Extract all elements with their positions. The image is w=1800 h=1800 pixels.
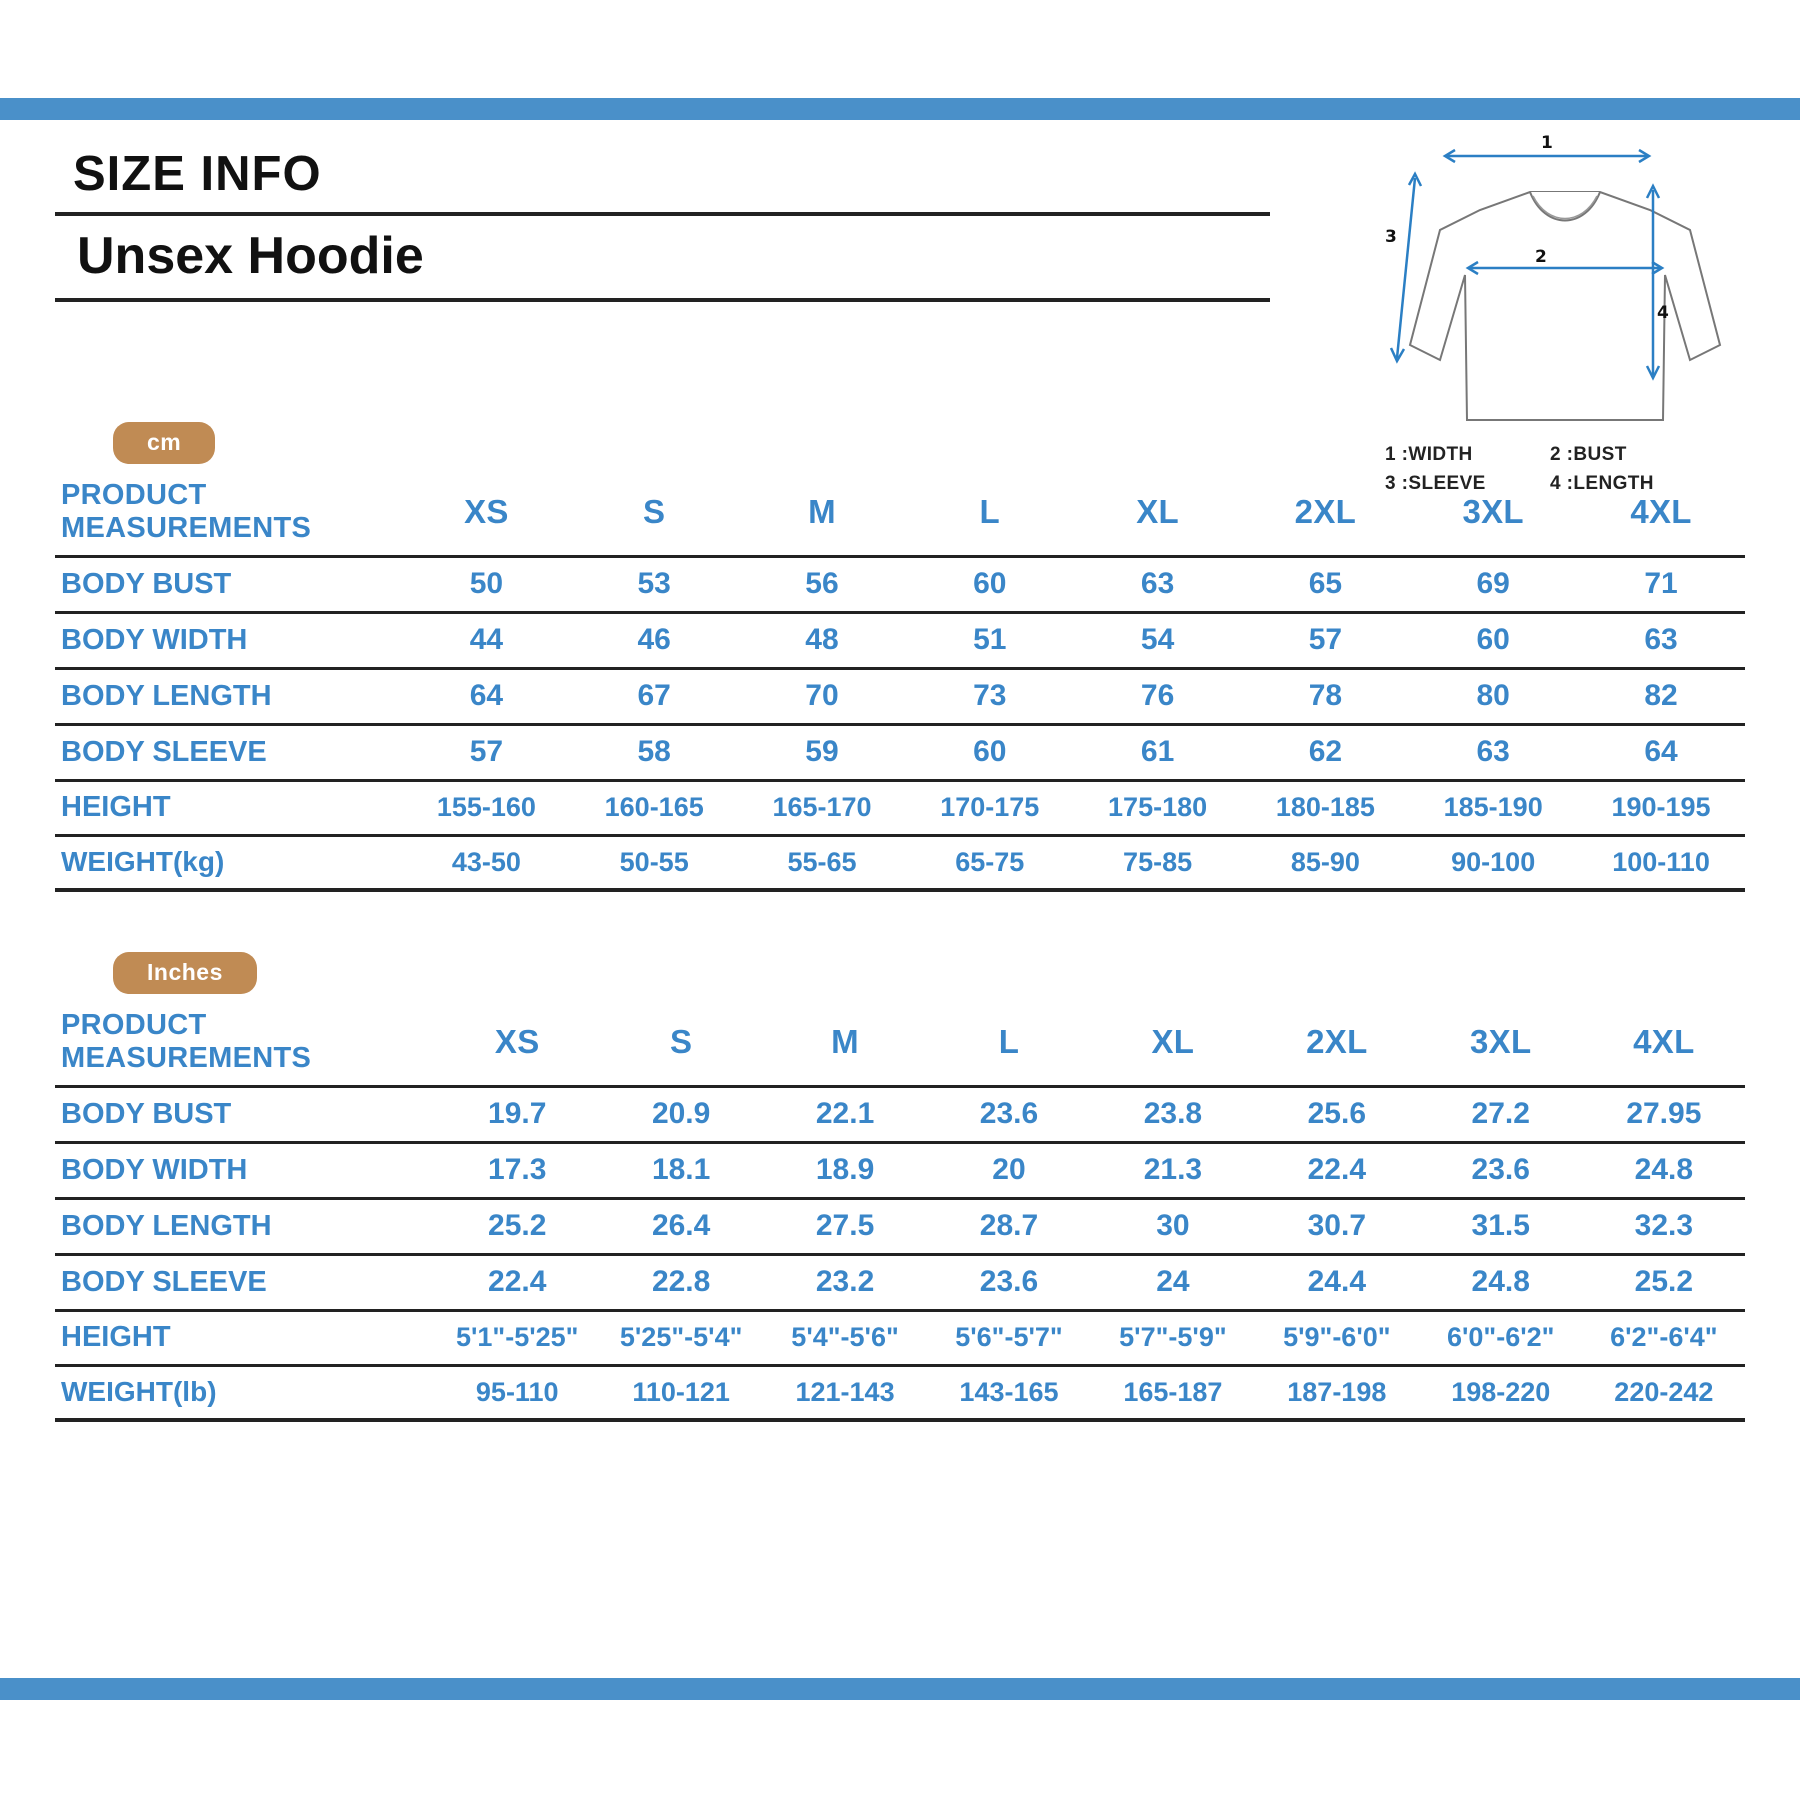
cell: 170-175 [906, 781, 1074, 836]
cell: 18.1 [599, 1143, 763, 1199]
cell: 26.4 [599, 1199, 763, 1255]
cell: 61 [1074, 725, 1242, 781]
diagram-mark-4: 4 [1657, 303, 1669, 323]
legend-bust: 2 :BUST [1550, 444, 1627, 465]
cell: 155-160 [403, 781, 571, 836]
cell: 143-165 [927, 1366, 1091, 1421]
header-block [55, 140, 1275, 302]
cell: 46 [570, 613, 738, 669]
cell: 20 [927, 1143, 1091, 1199]
table-row [55, 613, 1745, 669]
diagram-legend [1385, 440, 1735, 499]
col-header-4xl: 4XL [1577, 470, 1745, 557]
cell: 54 [1074, 613, 1242, 669]
cell: 5'25"-5'4" [599, 1311, 763, 1366]
cell: 100-110 [1577, 836, 1745, 891]
legend-sleeve: 3 :SLEEVE [1385, 473, 1486, 495]
title-divider [55, 212, 1270, 216]
size-table-cm [55, 470, 1745, 892]
cell: 5'7"-5'9" [1091, 1311, 1255, 1366]
cell: 50 [403, 557, 571, 613]
size-table-inches [55, 1000, 1745, 1422]
cell: 43-50 [403, 836, 571, 891]
cell: 44 [403, 613, 571, 669]
legend-length: 4 :LENGTH [1550, 473, 1654, 495]
diagram-mark-3: 3 [1385, 227, 1397, 247]
table-row [55, 1199, 1745, 1255]
cell: 23.6 [1419, 1143, 1583, 1199]
cell: 220-242 [1583, 1366, 1745, 1421]
col-header-measurements: PRODUCT MEASUREMENTS [55, 1000, 435, 1087]
cell: 175-180 [1074, 781, 1242, 836]
cell: 27.95 [1583, 1087, 1745, 1143]
cell: 5'1"-5'25" [435, 1311, 599, 1366]
table-row [55, 725, 1745, 781]
row-label-body-bust: BODY BUST [55, 557, 403, 613]
cell: 30 [1091, 1199, 1255, 1255]
subtitle-divider [55, 298, 1270, 302]
table-row [55, 1255, 1745, 1311]
unit-badge-inches-wrap [113, 952, 1745, 994]
cell: 64 [403, 669, 571, 725]
cell: 185-190 [1409, 781, 1577, 836]
cell: 24 [1091, 1255, 1255, 1311]
cell: 32.3 [1583, 1199, 1745, 1255]
cell: 6'0"-6'2" [1419, 1311, 1583, 1366]
cell: 6'2"-6'4" [1583, 1311, 1745, 1366]
bottom-accent-bar [0, 1678, 1800, 1700]
cell: 57 [1241, 613, 1409, 669]
col-header-2xl: 2XL [1241, 470, 1409, 557]
cell: 82 [1577, 669, 1745, 725]
page-title: SIZE INFO [73, 147, 322, 201]
cell: 22.4 [435, 1255, 599, 1311]
cell: 180-185 [1241, 781, 1409, 836]
diagram-mark-2: 2 [1535, 247, 1547, 267]
row-label-body-width: BODY WIDTH [55, 1143, 435, 1199]
cell: 85-90 [1241, 836, 1409, 891]
cell: 51 [906, 613, 1074, 669]
cell: 27.5 [763, 1199, 927, 1255]
col-header-xl: XL [1074, 470, 1242, 557]
cell: 5'9"-6'0" [1255, 1311, 1419, 1366]
cell: 56 [738, 557, 906, 613]
cell: 67 [570, 669, 738, 725]
cell: 198-220 [1419, 1366, 1583, 1421]
cell: 64 [1577, 725, 1745, 781]
row-label-body-sleeve: BODY SLEEVE [55, 725, 403, 781]
table-row [55, 1311, 1745, 1366]
cell: 53 [570, 557, 738, 613]
cell: 70 [738, 669, 906, 725]
cell: 19.7 [435, 1087, 599, 1143]
col-header-measurements: PRODUCT MEASUREMENTS [55, 470, 403, 557]
col-header-3xl: 3XL [1409, 470, 1577, 557]
cell: 78 [1241, 669, 1409, 725]
cell: 22.1 [763, 1087, 927, 1143]
col-header-4xl: 4XL [1583, 1000, 1745, 1087]
cell: 55-65 [738, 836, 906, 891]
cell: 25.2 [1583, 1255, 1745, 1311]
cell: 63 [1409, 725, 1577, 781]
cell: 23.6 [927, 1255, 1091, 1311]
cell: 5'6"-5'7" [927, 1311, 1091, 1366]
cell: 24.8 [1583, 1143, 1745, 1199]
row-label-body-width: BODY WIDTH [55, 613, 403, 669]
cell: 23.8 [1091, 1087, 1255, 1143]
col-header-m: M [738, 470, 906, 557]
cell: 48 [738, 613, 906, 669]
col-header-s: S [570, 470, 738, 557]
content-area [55, 133, 1745, 1650]
cell: 63 [1577, 613, 1745, 669]
col-header-2xl: 2XL [1255, 1000, 1419, 1087]
row-label-body-bust: BODY BUST [55, 1087, 435, 1143]
cell: 63 [1074, 557, 1242, 613]
row-label-body-sleeve: BODY SLEEVE [55, 1255, 435, 1311]
cell: 25.6 [1255, 1087, 1419, 1143]
cell: 60 [1409, 613, 1577, 669]
col-header-l: L [927, 1000, 1091, 1087]
unit-badge-cm: cm [113, 422, 215, 464]
legend-width: 1 :WIDTH [1385, 444, 1473, 465]
col-header-xl: XL [1091, 1000, 1255, 1087]
cell: 20.9 [599, 1087, 763, 1143]
cell: 18.9 [763, 1143, 927, 1199]
cell: 62 [1241, 725, 1409, 781]
cell: 121-143 [763, 1366, 927, 1421]
row-label-weight-kg: WEIGHT(kg) [55, 836, 403, 891]
cell: 22.4 [1255, 1143, 1419, 1199]
table-row [55, 781, 1745, 836]
cell: 73 [906, 669, 1074, 725]
cell: 190-195 [1577, 781, 1745, 836]
cell: 24.8 [1419, 1255, 1583, 1311]
garment-diagram [1385, 130, 1745, 460]
cell: 5'4"-5'6" [763, 1311, 927, 1366]
cell: 23.6 [927, 1087, 1091, 1143]
cell: 60 [906, 557, 1074, 613]
cell: 95-110 [435, 1366, 599, 1421]
table-row [55, 1143, 1745, 1199]
cell: 59 [738, 725, 906, 781]
legend-row [1385, 469, 1735, 498]
cell: 60 [906, 725, 1074, 781]
cell: 28.7 [927, 1199, 1091, 1255]
col-header-s: S [599, 1000, 763, 1087]
cell: 160-165 [570, 781, 738, 836]
cell: 50-55 [570, 836, 738, 891]
product-name: Unsex Hoodie [77, 227, 424, 285]
table-row [55, 1087, 1745, 1143]
row-label-height: HEIGHT [55, 781, 403, 836]
table-row [55, 836, 1745, 891]
cell: 27.2 [1419, 1087, 1583, 1143]
cell: 23.2 [763, 1255, 927, 1311]
cell: 17.3 [435, 1143, 599, 1199]
row-label-height: HEIGHT [55, 1311, 435, 1366]
cell: 71 [1577, 557, 1745, 613]
col-header-3xl: 3XL [1419, 1000, 1583, 1087]
cell: 30.7 [1255, 1199, 1419, 1255]
cell: 110-121 [599, 1366, 763, 1421]
row-label-body-length: BODY LENGTH [55, 1199, 435, 1255]
cell: 24.4 [1255, 1255, 1419, 1311]
cell: 25.2 [435, 1199, 599, 1255]
cell: 22.8 [599, 1255, 763, 1311]
cell: 90-100 [1409, 836, 1577, 891]
cell: 80 [1409, 669, 1577, 725]
unit-badge-inches: Inches [113, 952, 257, 994]
cell: 58 [570, 725, 738, 781]
cell: 69 [1409, 557, 1577, 613]
col-header-xs: XS [435, 1000, 599, 1087]
cell: 187-198 [1255, 1366, 1419, 1421]
col-header-m: M [763, 1000, 927, 1087]
table-header-row [55, 1000, 1745, 1087]
cell: 65-75 [906, 836, 1074, 891]
cell: 75-85 [1074, 836, 1242, 891]
top-accent-bar [0, 98, 1800, 120]
table-row [55, 1366, 1745, 1421]
diagram-mark-1: 1 [1541, 133, 1553, 153]
col-header-l: L [906, 470, 1074, 557]
row-label-weight-lb: WEIGHT(lb) [55, 1366, 435, 1421]
cell: 21.3 [1091, 1143, 1255, 1199]
cell: 65 [1241, 557, 1409, 613]
cell: 31.5 [1419, 1199, 1583, 1255]
legend-row [1385, 440, 1735, 469]
cell: 165-170 [738, 781, 906, 836]
table-row [55, 557, 1745, 613]
table-row [55, 669, 1745, 725]
cell: 76 [1074, 669, 1242, 725]
cell: 165-187 [1091, 1366, 1255, 1421]
cell: 57 [403, 725, 571, 781]
row-label-body-length: BODY LENGTH [55, 669, 403, 725]
col-header-xs: XS [403, 470, 571, 557]
